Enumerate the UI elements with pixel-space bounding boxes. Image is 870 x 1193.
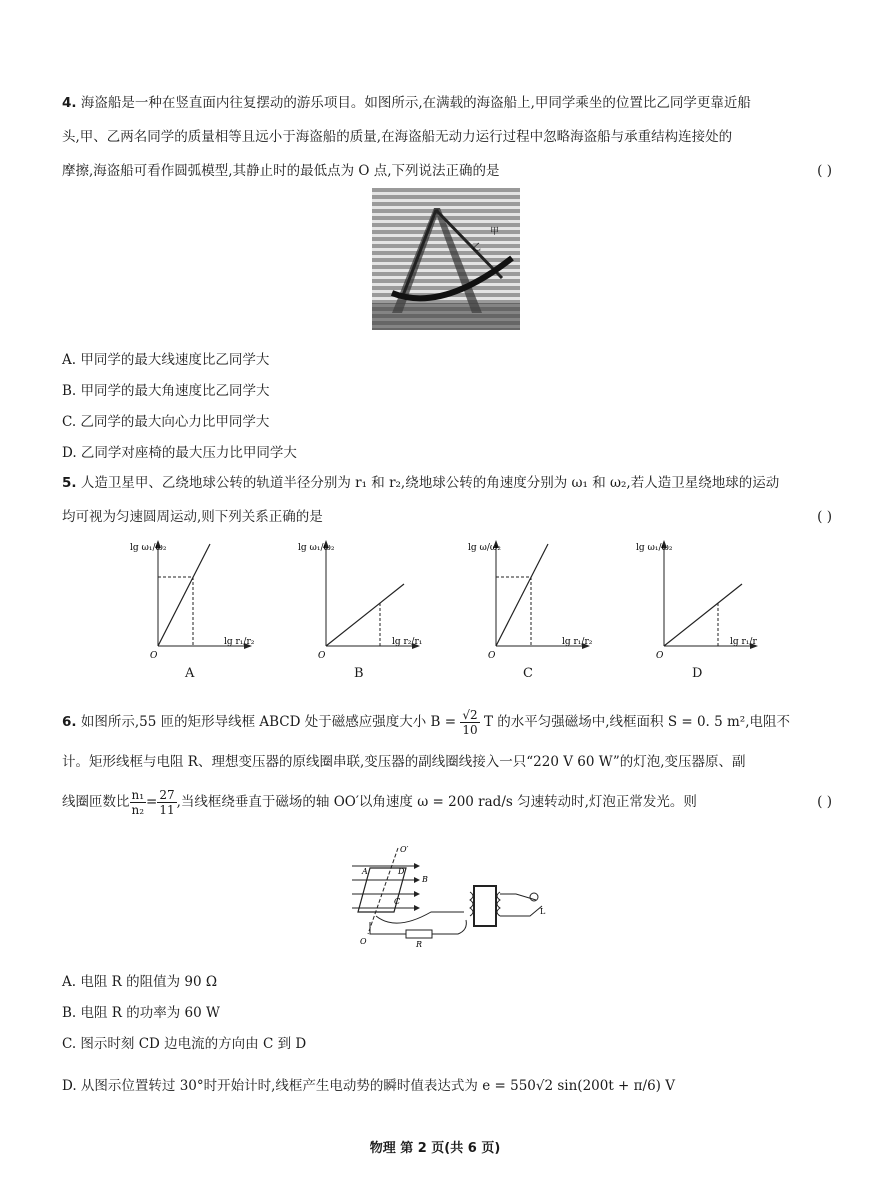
graph-d[interactable] [634,536,774,686]
graph-d-label: D [692,666,703,681]
q4-option-b[interactable]: B. 甲同学的最大角速度比乙同学大 [62,383,270,399]
question-4 [62,86,832,188]
graph-a[interactable] [128,536,268,686]
graph-d-ylabel: lg ω₁/ω₂ [636,543,673,553]
pirate-ship-photo [372,188,520,330]
q6-line1: 6. 如图所示,55 匝的矩形导线框 ABCD 处于磁感应强度大小 B = $\frac{√2}{10}$ T 的水平匀强磁场中,线框面积 S = 0. 5 m²,电阻不 [62,708,791,737]
graph-a-xlabel: lg r₁/r₂ [224,637,255,647]
circuit-label-r: R [416,940,423,949]
q4-line2: 头,甲、乙两名同学的质量相等且远小于海盗船的质量,在海盗船无动力运行过程中忽略海盗船与承重结构连接处的 [62,129,733,145]
pirate-ship-drawing [372,188,520,330]
q6-turns-value: $\frac{27}{11}$ [159,788,175,817]
q4-answer-paren: ( ) [817,163,832,179]
graph-a-ylabel: lg ω₁/ω₂ [130,543,167,553]
q6-option-d[interactable]: D. 从图示位置转过 30°时开始计时,线框产生电动势的瞬时值表达式为 e = 550√2 sin(200t + π/6) V [62,1078,675,1094]
graph-d-xlabel: lg r₁/r [730,637,757,647]
q5-answer-paren: ( ) [817,509,832,525]
circuit-label-c: C [394,897,401,906]
graph-b-origin: O [318,651,326,661]
q6-b-fraction: $\frac{√2}{10}$ [462,708,478,737]
q6-line3: 线圈匝数比 $\frac{\text{n₁}}{\text{n₂}}$ = $\frac{27}{11}$ ,当线框绕垂直于磁场的轴 OO′以角速度 ω = 200 rad/s 匀速转动时,灯泡正常发光。则 ( ) [62,782,832,822]
graph-b-xlabel: lg r₂/r₁ [392,637,423,647]
q5-line2: 均可视为匀速圆周运动,则下列关系正确的是 ( ) [62,500,832,534]
q4-option-d[interactable]: D. 乙同学对座椅的最大压力比甲同学大 [62,445,297,461]
q5-line1: 5. 人造卫星甲、乙绕地球公转的轨道半径分别为 r₁ 和 r₂,绕地球公转的角速度分别为 ω₁ 和 ω₂,若人造卫星绕地球的运动 [62,475,780,491]
circuit-label-o: O [360,937,367,946]
photo-label-yi: 乙 [472,243,482,253]
q6-answer-paren: ( ) [817,794,832,810]
q6-turns-ratio: $\frac{\text{n₁}}{\text{n₂}}$ [131,788,145,817]
q6-option-b[interactable]: B. 电阻 R 的功率为 60 W [62,1005,220,1021]
q6-option-a[interactable]: A. 电阻 R 的阻值为 90 Ω [62,974,218,990]
q4-number: 4. [62,95,77,111]
q6-number: 6. [62,714,77,730]
question-5 [62,466,832,534]
q4-option-a[interactable]: A. 甲同学的最大线速度比乙同学大 [62,352,270,368]
circuit-label-d: D [398,867,405,876]
graph-c-label: C [523,666,533,681]
graph-b-label: B [354,666,364,681]
q6-line2: 计。矩形线框与电阻 R、理想变压器的原线圈串联,变压器的副线圈线接入一只“220 V 60 W”的灯泡,变压器原、副 [62,754,746,770]
graph-c[interactable] [466,536,606,686]
graph-b-ylabel: lg ω₁/ω₂ [298,543,335,553]
q4-line1: 4. 海盗船是一种在竖直面内往复摆动的游乐项目。如图所示,在满载的海盗船上,甲同学乘坐的位置比乙同学更靠近船 [62,95,751,111]
q4-line3: 摩擦,海盗船可看作圆弧模型,其静止时的最低点为 O 点,下列说法正确的是 ( ) [62,154,832,188]
q4-option-c[interactable]: C. 乙同学的最大向心力比甲同学大 [62,414,270,430]
graph-a-origin: O [150,651,158,661]
graph-c-origin: O [488,651,496,661]
circuit-label-l: L [540,907,546,916]
graph-b[interactable] [296,536,436,686]
q6-option-c[interactable]: C. 图示时刻 CD 边电流的方向由 C 到 D [62,1036,307,1052]
page-footer: 物理 第 2 页(共 6 页) [369,1141,501,1156]
photo-label-jia: 甲 [490,227,500,237]
circuit-diagram [336,842,566,952]
graph-a-label: A [185,666,195,681]
graph-c-xlabel: lg r₁/r₂ [562,637,593,647]
graph-d-origin: O [656,651,664,661]
q5-number: 5. [62,475,77,491]
circuit-label-b: B [422,875,428,884]
circuit-label-a: A [362,867,368,876]
circuit-label-o-prime: O′ [400,845,409,854]
question-6 [62,702,832,822]
graph-c-ylabel: lg ω/ω₂ [468,543,501,553]
